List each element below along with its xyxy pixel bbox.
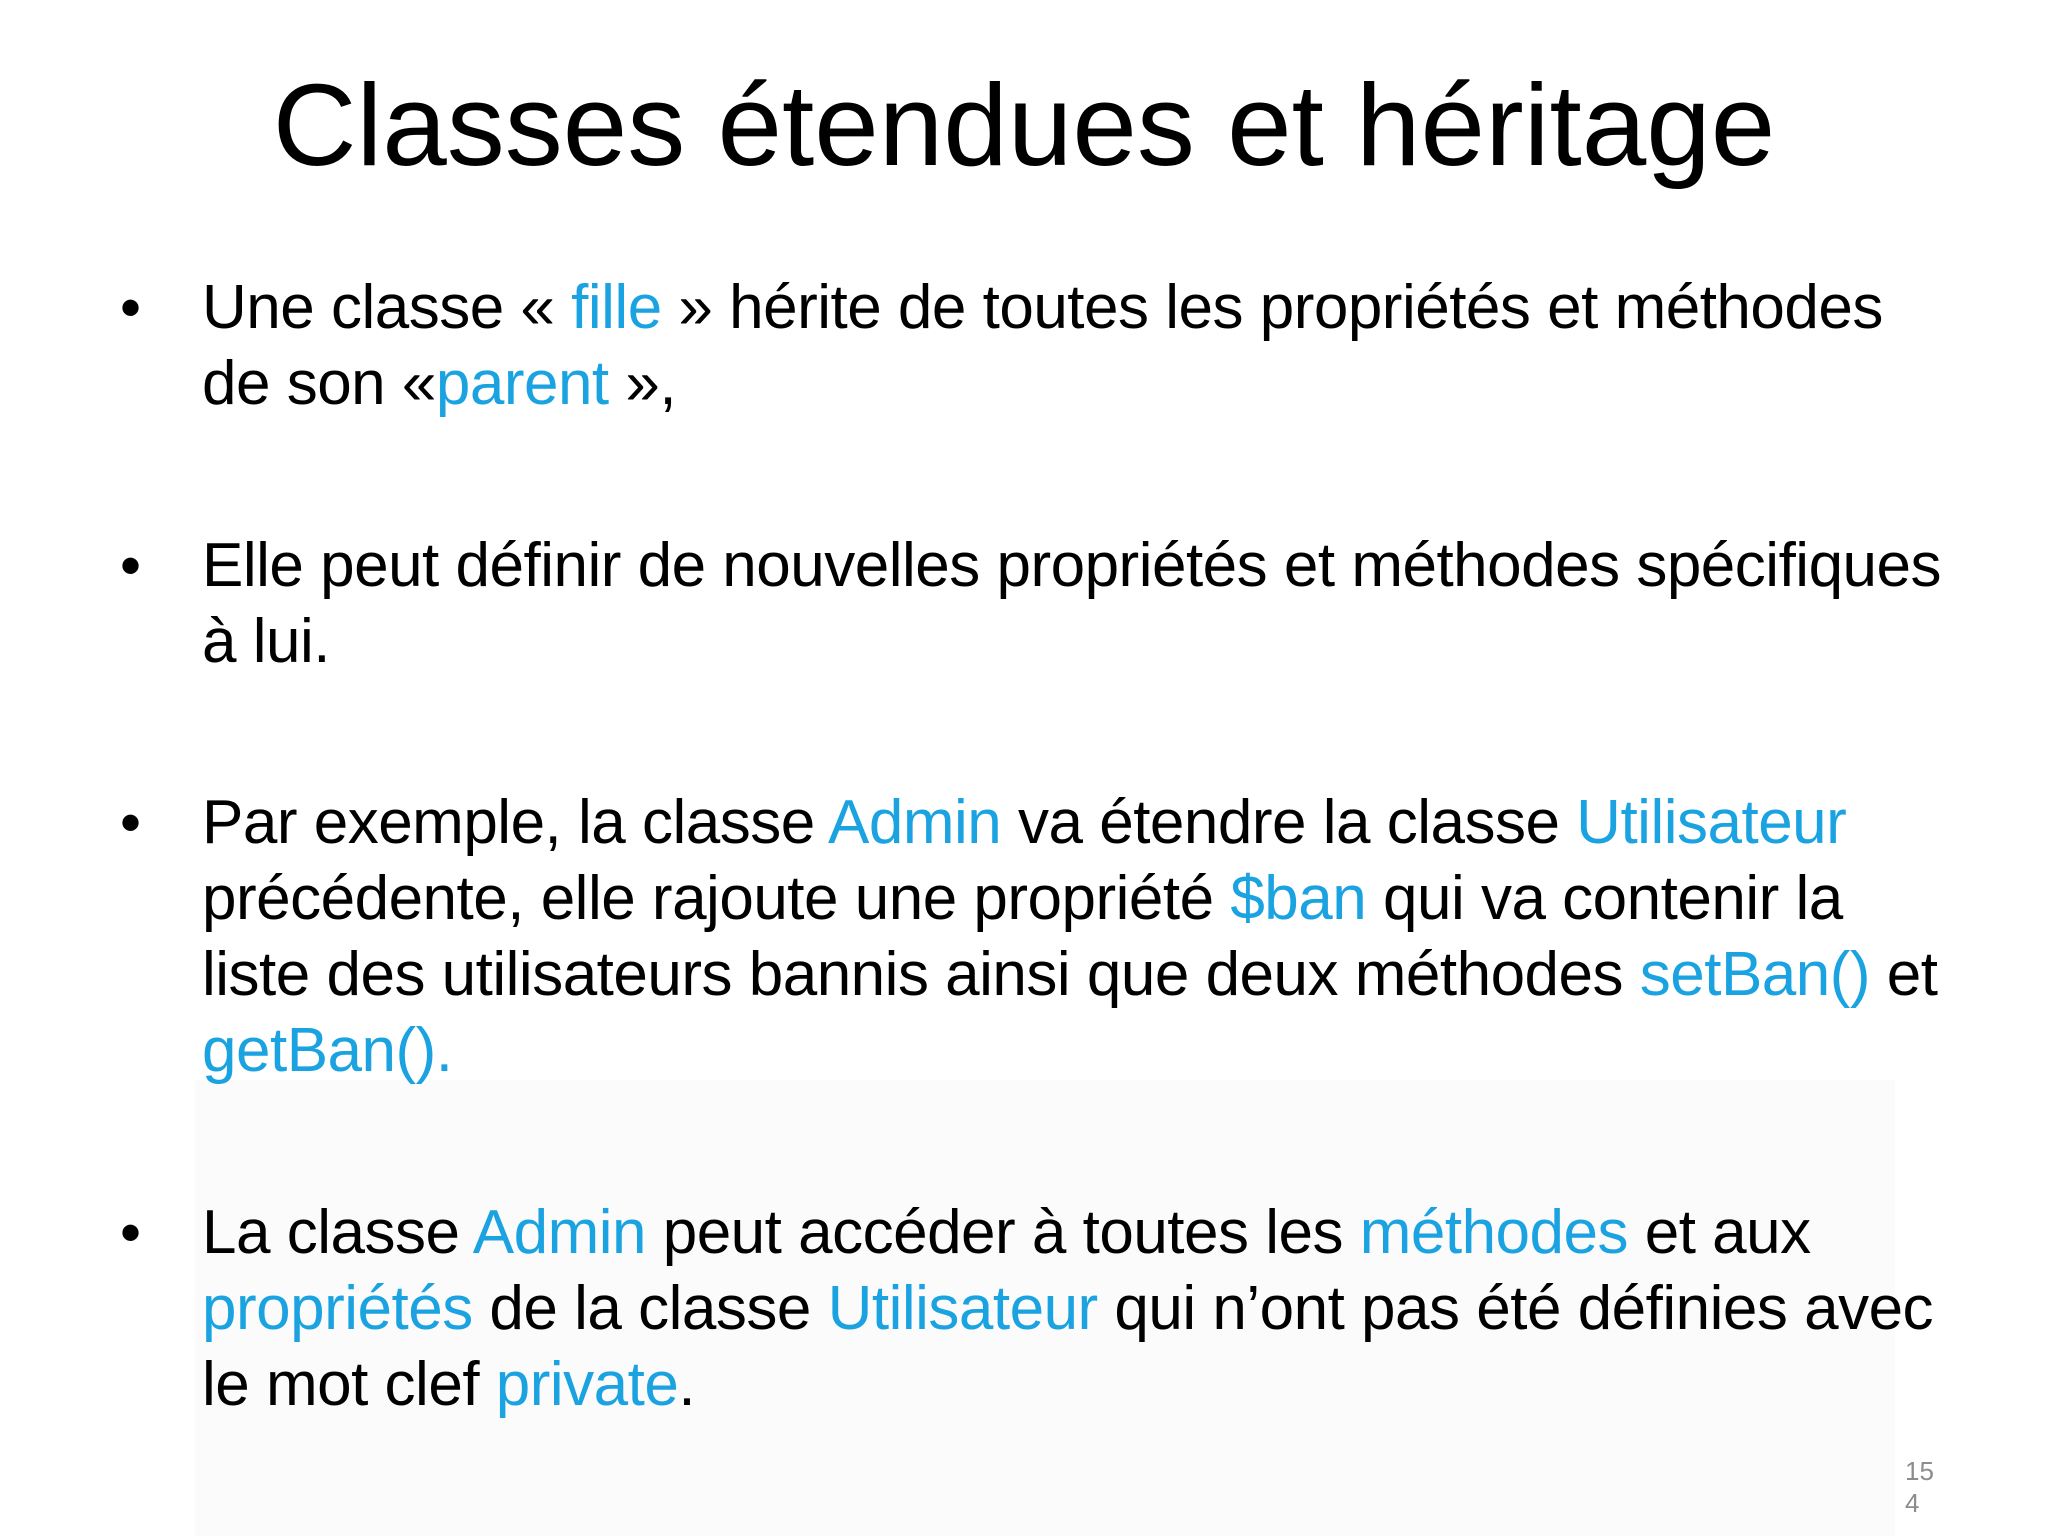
text-segment: . xyxy=(678,1350,696,1419)
highlight-term-setban: setBan() xyxy=(1639,940,1871,1009)
bullet-item-1 xyxy=(120,270,1950,422)
text-segment: » hérite de toutes les propriétés et méthodes de son « xyxy=(202,273,1883,418)
highlight-term-fille: fille xyxy=(571,273,662,342)
slide-title: Classes étendues et héritage xyxy=(272,60,1776,190)
text-segment: Une classe « xyxy=(202,273,572,342)
text-segment: précédente, elle rajoute une propriété xyxy=(202,864,1231,933)
highlight-term-parent: parent xyxy=(435,349,609,418)
text-segment: de la classe xyxy=(472,1274,828,1343)
bullet-text-1 xyxy=(202,270,1950,422)
bullet-text-4 xyxy=(202,1195,1950,1423)
bullet-marker: • xyxy=(120,1199,142,1266)
text-segment: », xyxy=(608,349,677,418)
text-segment: La classe xyxy=(202,1198,473,1267)
bullet-marker: • xyxy=(120,274,142,341)
highlight-term-utilisateur: Utilisateur xyxy=(827,1274,1098,1343)
bullet-marker: • xyxy=(120,532,142,599)
text-segment: Par exemple, la classe xyxy=(202,788,829,857)
highlight-term-utilisateur: Utilisateur xyxy=(1576,788,1847,857)
bullet-marker: • xyxy=(120,789,142,856)
bullet-text-2 xyxy=(202,528,1950,680)
text-segment: Elle peut définir de nouvelles propriétés et méthodes spécifiques à lui. xyxy=(202,531,1942,676)
text-segment: et xyxy=(1870,940,1938,1009)
highlight-term-admin: Admin xyxy=(828,788,1002,857)
text-segment: va étendre la classe xyxy=(1001,788,1577,857)
text-segment: qui n’ont pas été définies avec le mot clef xyxy=(202,1274,1934,1419)
bullet-item-3 xyxy=(120,785,1950,1089)
highlight-term-admin: Admin xyxy=(472,1198,646,1267)
bullet-item-2 xyxy=(120,528,1950,680)
highlight-term-proprietes: propriétés xyxy=(202,1274,473,1343)
text-segment: qui va contenir la liste des utilisateurs bannis ainsi que deux méthodes xyxy=(202,864,1843,1009)
highlight-term-ban: $ban xyxy=(1230,864,1367,933)
highlight-term-getban: getBan(). xyxy=(202,1016,453,1085)
highlight-term-methodes: méthodes xyxy=(1359,1198,1628,1267)
text-segment: et aux xyxy=(1628,1198,1811,1267)
bullet-item-4 xyxy=(120,1195,1950,1423)
text-segment: peut accéder à toutes les xyxy=(645,1198,1360,1267)
page-number: 154 xyxy=(1905,1456,1934,1518)
highlight-term-private: private xyxy=(495,1350,679,1419)
bullet-text-3 xyxy=(202,785,1950,1089)
